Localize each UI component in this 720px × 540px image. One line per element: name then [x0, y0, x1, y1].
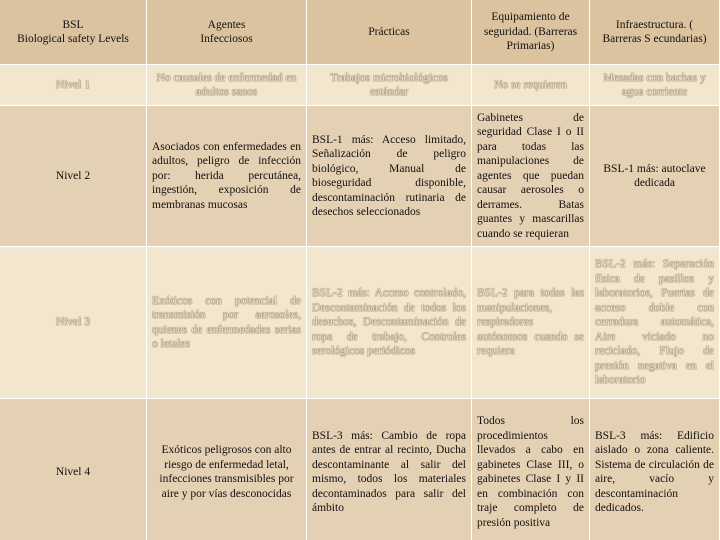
equipment-cell	[472, 399, 590, 540]
level-label: Nivel 4	[55, 465, 91, 478]
equipment-cell	[472, 65, 590, 106]
agents-text: Exóticos con potencial de transmisión por aerosoles, quienes de enfermedades serias o letales	[152, 294, 301, 350]
practices-cell	[307, 106, 472, 247]
practices-text: BSL-3 más: Cambio de ropa antes de entrar al recinto, Ducha descontaminante al salir del mismo, todos los materiales decontaminados para salir del ámbito	[312, 429, 466, 514]
practices-cell	[307, 247, 472, 399]
infrastructure-cell	[590, 65, 720, 106]
agents-text: No causales de enfermedad en adultos sanos	[156, 71, 297, 98]
practices-text: BSL-1 más: Acceso limitado, Señalización de peligro biológico, Manual de bioseguridad disponible, descontaminación rutinaria de desechos seleccionados	[312, 133, 466, 218]
equipment-text: BSL-2 para todas las manipulaciones, respiradores autónomos cuando se requiera	[477, 287, 584, 358]
practices-cell	[307, 399, 472, 540]
equipment-cell	[472, 247, 590, 399]
table-row-level-4	[0, 399, 720, 540]
header-infrastructure	[590, 0, 720, 65]
infrastructure-cell	[590, 247, 720, 399]
header-infectious-agents	[147, 0, 307, 65]
agents-cell	[147, 399, 307, 540]
table-row-level-2	[0, 106, 720, 247]
table-row-level-3	[0, 247, 720, 399]
header-infrastructure-label: Infraestructura. ( Barreras S ecundarias)	[602, 18, 707, 45]
equipment-text: Gabinetes de seguridad Clase I o II para todas las manipulaciones de agentes que puedan causar aerosoles o derrames. Batas guantes y mascarillas cuando se requieran	[477, 111, 584, 240]
level-cell	[0, 106, 147, 247]
header-bsl-levels	[0, 0, 147, 65]
equipment-cell	[472, 106, 590, 247]
infrastructure-text: Mesadas con bachas y agua corriente	[603, 71, 706, 98]
header-practices	[307, 0, 472, 65]
table-header-row	[0, 0, 720, 65]
level-cell	[0, 65, 147, 106]
practices-cell	[307, 65, 472, 106]
header-practices-label: Prácticas	[368, 25, 410, 38]
infrastructure-cell	[590, 106, 720, 247]
header-infectious-agents-label: Agentes Infecciosos	[200, 18, 253, 45]
infrastructure-text: BSL-3 más: Edificio aislado o zona caliente. Sistema de circulación de aire, vacío y descontaminación dedicados.	[595, 429, 714, 514]
agents-cell	[147, 106, 307, 247]
level-cell	[0, 247, 147, 399]
table-row-level-1	[0, 65, 720, 106]
agents-cell	[147, 65, 307, 106]
agents-text: Exóticos peligrosos con alto riesgo de enfermedad letal, infecciones transmisibles por aire y por vías desconocidas	[159, 444, 294, 500]
infrastructure-text: BSL-2 más: Separación física de pasillos y laboratorios, Puertas de acceso doble con cerradura automática, Aire viciado no reciclado, Flujo de presión negativa en el laboratorio	[595, 258, 714, 387]
header-safety-equipment-label: Equipamiento de seguridad. (Barreras Primarias)	[483, 11, 578, 53]
infrastructure-cell	[590, 399, 720, 540]
agents-cell	[147, 247, 307, 399]
header-bsl-levels-label: BSL Biological safety Levels	[17, 18, 129, 45]
header-safety-equipment	[472, 0, 590, 65]
practices-text: BSL-2 más: Acceso controlado, Descontaminación de todos los desechos, Descontaminación de ropa de trabajo, Controles serológicos periódicos	[312, 287, 466, 358]
equipment-text: Todos los procedimientos llevados a cabo en gabinetes Clase III, o gabinetes Clase I y II en combinación con traje completo de presión positiva	[477, 415, 584, 529]
level-label: Nivel 2	[55, 169, 91, 182]
level-cell	[0, 399, 147, 540]
level-label: Nivel 3	[55, 316, 91, 329]
infrastructure-text: BSL-1 más: autoclave dedicada	[603, 162, 706, 189]
agents-text: Asociados con enfermedades en adultos, peligro de infección por: herida percutánea, ingestión, exposición de membranas mucosas	[152, 140, 301, 211]
practices-text: Trabajos microbiológicos estándar	[330, 71, 448, 98]
equipment-text: No se requieren	[494, 78, 567, 91]
level-label: Nivel 1	[55, 78, 91, 91]
